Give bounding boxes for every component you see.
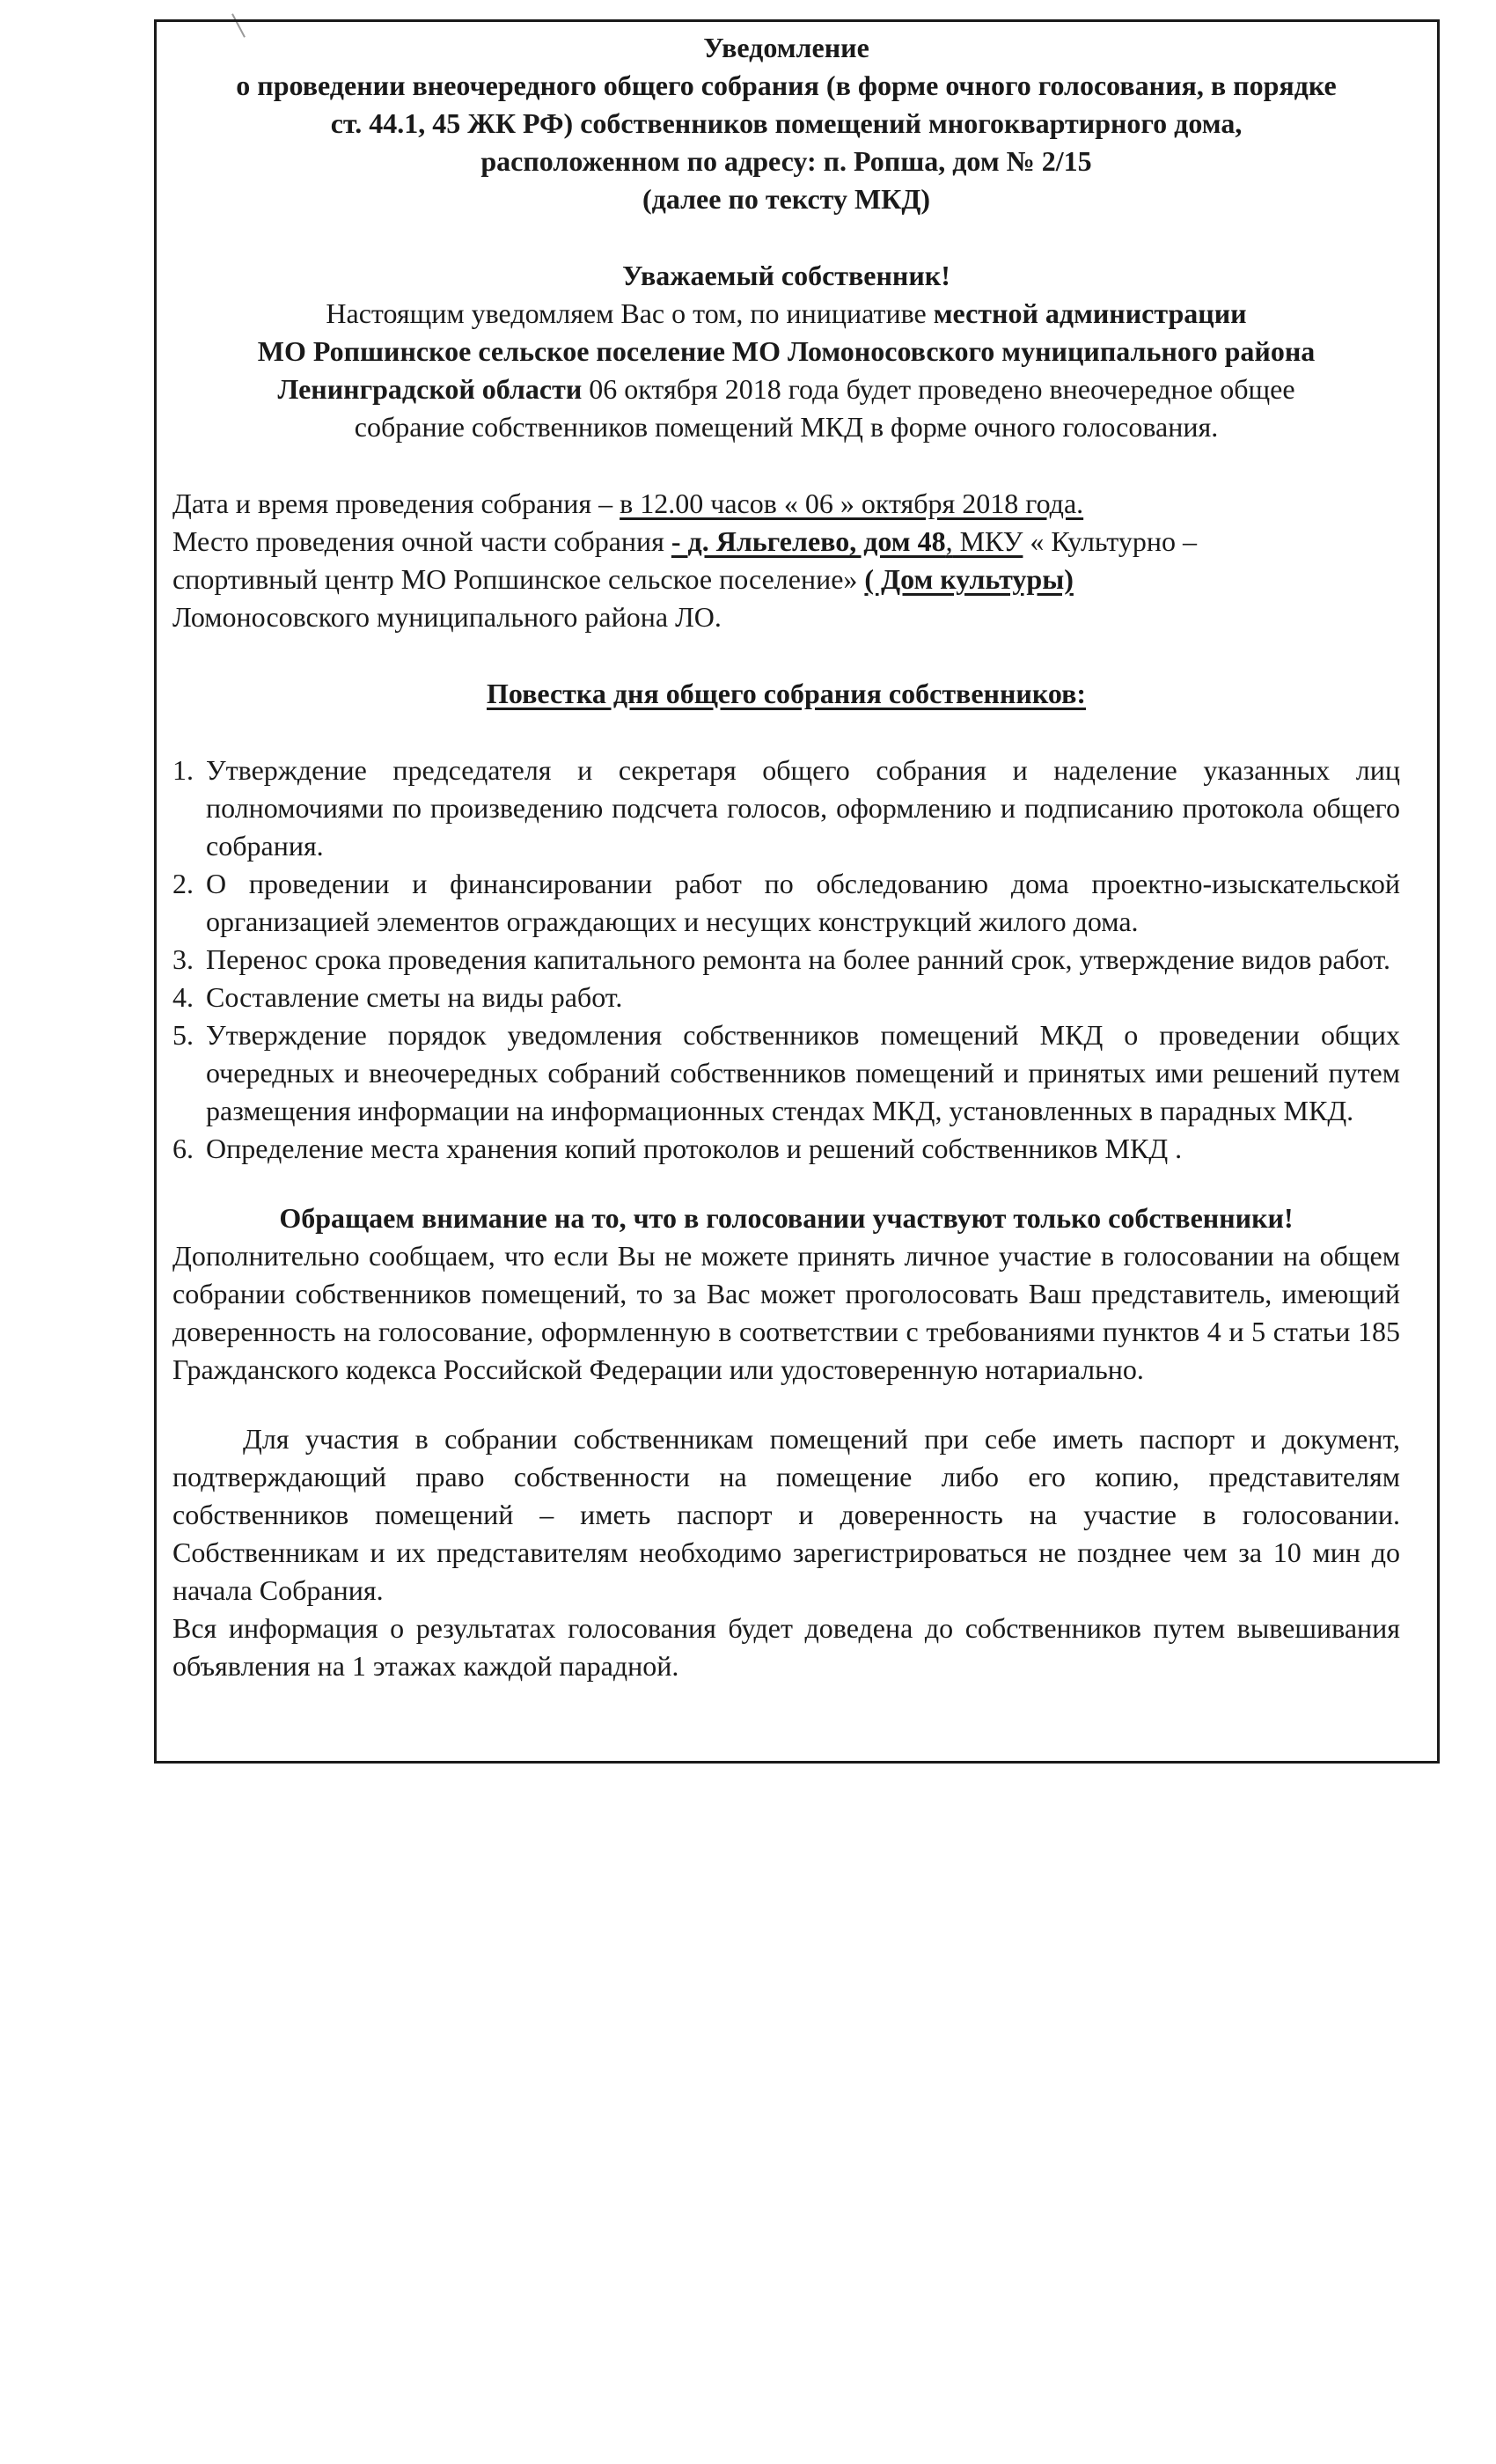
notice-frame bbox=[154, 19, 1440, 1764]
agenda-item bbox=[172, 752, 1400, 865]
initiator-name: Ленинградской области bbox=[277, 373, 583, 405]
agenda-item-text: Определение места хранения копий протоколов и решений собственников МКД . bbox=[206, 1133, 1183, 1164]
agenda-item-number: 3. bbox=[172, 943, 194, 975]
notice-subtitle-line: расположенном по адресу: п. Ропша, дом № 2/15 bbox=[480, 145, 1092, 177]
agenda-item-text: Утверждение порядок уведомления собственников помещений МКД о проведении общих очередных и внеочередных собраний собственников помещений и принятых ими решений путем размещения информации на информационных стендах МКД, установленных в парадных МКД. bbox=[206, 1019, 1400, 1126]
spacer bbox=[172, 713, 1400, 752]
meeting-place-address: д. Яльгелево, дом 48 bbox=[687, 525, 946, 557]
agenda-item-number: 6. bbox=[172, 1133, 194, 1164]
spacer bbox=[172, 636, 1400, 675]
spacer bbox=[172, 1389, 1400, 1420]
notice-subtitle-line: (далее по тексту МКД) bbox=[642, 183, 931, 215]
meeting-date-value: в 12.00 часов « 06 » октября 2018 года. bbox=[620, 488, 1084, 519]
agenda-item bbox=[172, 1130, 1400, 1168]
agenda-item-number: 5. bbox=[172, 1019, 194, 1051]
agenda-item-number: 4. bbox=[172, 981, 194, 1013]
agenda-item-text: Утверждение председателя и секретаря общего собрания и наделение указанных лиц полномочиями по произведению подсчета голосов, оформлению и подписанию протокола общего собрания. bbox=[206, 754, 1400, 862]
results-paragraph: Вся информация о результатах голосования будет доведена до собственников путем вывешивания объявления на 1 этажах каждой парадной. bbox=[172, 1612, 1400, 1682]
intro-text: 06 октября 2018 года будет проведено внеочередное общее bbox=[582, 373, 1295, 405]
meeting-place-text: спортивный центр МО Ропшинское сельское поселение» bbox=[172, 563, 865, 595]
documents-paragraph: Для участия в собрании собственникам помещений при себе иметь паспорт и документ, подтверждающий право собственности на помещение либо его копию, представителям собственников помещений – иметь паспорт и доверенность на участие в голосовании. Собственникам и их представителям необходимо зарегистрироваться не позднее чем за 10 мин до начала Собрания. bbox=[172, 1423, 1400, 1606]
intro-paragraph bbox=[172, 295, 1400, 446]
agenda-item bbox=[172, 1016, 1400, 1130]
attention-line: Обращаем внимание на то, что в голосовании участвуют только собственники! bbox=[279, 1202, 1294, 1234]
meeting-details bbox=[172, 485, 1400, 636]
agenda-item-text: Перенос срока проведения капитального ремонта на более ранний срок, утверждение видов работ. bbox=[206, 943, 1390, 975]
meeting-date-label: Дата и время проведения собрания – bbox=[172, 488, 620, 519]
initiator-name: МО Ропшинское сельское поселение МО Ломоносовского муниципального района bbox=[257, 335, 1316, 367]
meeting-place-text: Ломоносовского муниципального района ЛО. bbox=[172, 601, 722, 633]
initiator-name: местной администрации bbox=[933, 297, 1247, 329]
meeting-place-dash: - bbox=[671, 525, 688, 557]
agenda-item bbox=[172, 979, 1400, 1016]
meeting-place-text: « Культурно – bbox=[1023, 525, 1197, 557]
notice-subtitle-line: о проведении внеочередного общего собрания (в форме очного голосования, в порядке bbox=[236, 70, 1337, 101]
agenda-item-text: О проведении и финансировании работ по обследованию дома проектно-изыскательской организацией элементов ограждающих и несущих конструкций жилого дома. bbox=[206, 868, 1400, 937]
agenda-item-number: 1. bbox=[172, 754, 194, 786]
agenda-item-text: Составление сметы на виды работ. bbox=[206, 981, 623, 1013]
spacer bbox=[172, 1168, 1400, 1199]
agenda-item bbox=[172, 941, 1400, 979]
meeting-place-mku: МКУ bbox=[952, 525, 1023, 557]
notice-title: Уведомление bbox=[703, 32, 869, 63]
notice-heading bbox=[172, 29, 1400, 218]
agenda-list bbox=[172, 752, 1400, 1168]
spacer bbox=[172, 446, 1400, 485]
proxy-paragraph: Дополнительно сообщаем, что если Вы не можете принять личное участие в голосовании на общем собрании собственников помещений, то за Вас может проголосовать Ваш представитель, имеющий доверенность на голосование, оформленную в соответствии с требованиями пунктов 4 и 5 статьи 185 Гражданского кодекса Российской Федерации или удостоверенную нотариально. bbox=[172, 1240, 1400, 1385]
greeting: Уважаемый собственник! bbox=[622, 260, 950, 291]
agenda-item-number: 2. bbox=[172, 868, 194, 899]
agenda-item bbox=[172, 865, 1400, 941]
agenda-title: Повестка дня общего собрания собственников: bbox=[487, 678, 1086, 709]
intro-text: Настоящим уведомляем Вас о том, по инициативе bbox=[326, 297, 934, 329]
meeting-place-label: Место проведения очной части собрания bbox=[172, 525, 671, 557]
spacer bbox=[172, 218, 1400, 257]
intro-text: собрание собственников помещений МКД в форме очного голосования. bbox=[354, 411, 1219, 443]
notice-subtitle-line: ст. 44.1, 45 ЖК РФ) собственников помещений многоквартирного дома, bbox=[330, 107, 1243, 139]
meeting-place-sep: , bbox=[945, 525, 953, 557]
meeting-place-house: ( Дом культуры) bbox=[864, 563, 1074, 595]
